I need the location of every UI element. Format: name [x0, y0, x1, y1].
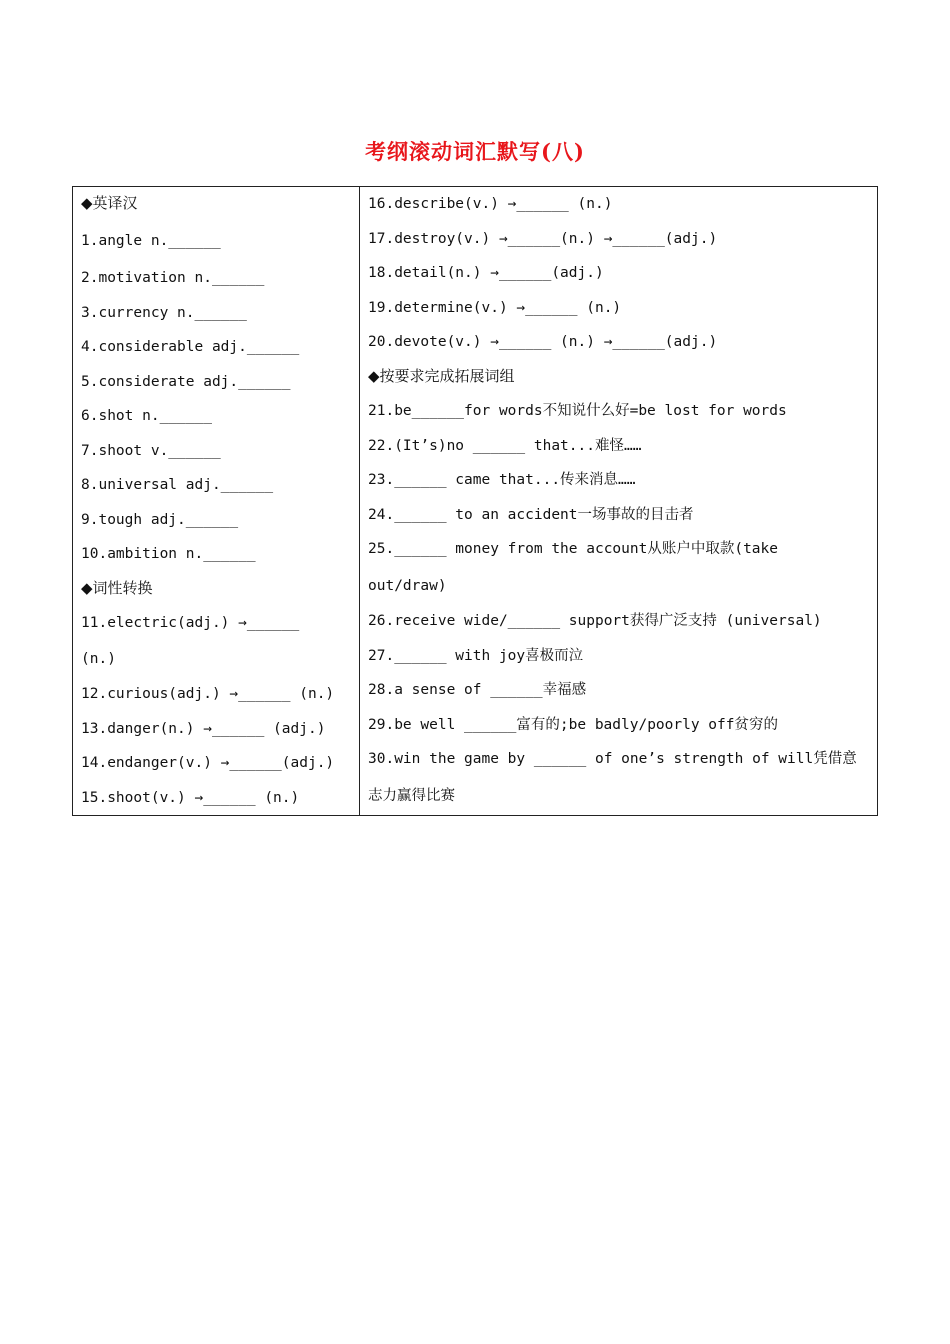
list-item: 30.win the game by ______ of one’s strength of will凭借意: [368, 751, 857, 767]
section-heading-english-to-chinese: ◆英译汉: [81, 194, 138, 212]
list-item: 5.considerate adj.______: [81, 374, 291, 390]
list-item: 20.devote(v.) →______ (n.) →______(adj.): [368, 334, 718, 350]
page-title: 考纲滚动词汇默写(八): [365, 139, 585, 164]
list-item: 1.angle n.______: [81, 233, 221, 249]
list-item: 3.currency n.______: [81, 305, 247, 321]
list-item: 8.universal adj.______: [81, 477, 274, 493]
list-item: 26.receive wide/______ support获得广泛支持 (universal): [368, 613, 822, 629]
list-item: 4.considerable adj.______: [81, 339, 300, 355]
list-item: 志力赢得比赛: [368, 788, 455, 804]
list-item: 11.electric(adj.) →______: [81, 615, 300, 631]
list-item: 22.(It’s)no ______ that...难怪……: [368, 438, 642, 454]
list-item: 24.______ to an accident一场事故的目击者: [368, 507, 694, 523]
list-item: 18.detail(n.) →______(adj.): [368, 265, 604, 281]
list-item: 6.shot n.______: [81, 408, 212, 424]
exercise-table: [72, 186, 878, 816]
list-item: 14.endanger(v.) →______(adj.): [81, 755, 335, 771]
list-item: 15.shoot(v.) →______ (n.): [81, 790, 300, 806]
list-item: 10.ambition n.______: [81, 546, 256, 562]
list-item: 7.shoot v.______: [81, 443, 221, 459]
column-divider: [359, 187, 360, 815]
list-item: 25.______ money from the account从账户中取款(take: [368, 541, 778, 557]
list-item: 21.be______for words不知说什么好=be lost for words: [368, 403, 787, 419]
list-item: 16.describe(v.) →______ (n.): [368, 196, 613, 212]
list-item: 19.determine(v.) →______ (n.): [368, 300, 622, 316]
list-item: 13.danger(n.) →______ (adj.): [81, 721, 326, 737]
section-heading-phrases: ◆按要求完成拓展词组: [368, 367, 515, 385]
list-item: 27.______ with joy喜极而泣: [368, 648, 584, 664]
list-item: 9.tough adj.______: [81, 512, 239, 528]
list-item: (n.): [81, 651, 116, 667]
list-item: 28.a sense of ______幸福感: [368, 682, 587, 698]
list-item: 23.______ came that...传来消息……: [368, 472, 636, 488]
list-item: out/draw): [368, 578, 447, 594]
list-item: 12.curious(adj.) →______ (n.): [81, 686, 335, 702]
list-item: 17.destroy(v.) →______(n.) →______(adj.): [368, 231, 718, 247]
list-item: 2.motivation n.______: [81, 270, 265, 286]
section-heading-word-conversion: ◆词性转换: [81, 579, 153, 597]
list-item: 29.be well ______富有的;be badly/poorly off贫穷的: [368, 717, 778, 733]
